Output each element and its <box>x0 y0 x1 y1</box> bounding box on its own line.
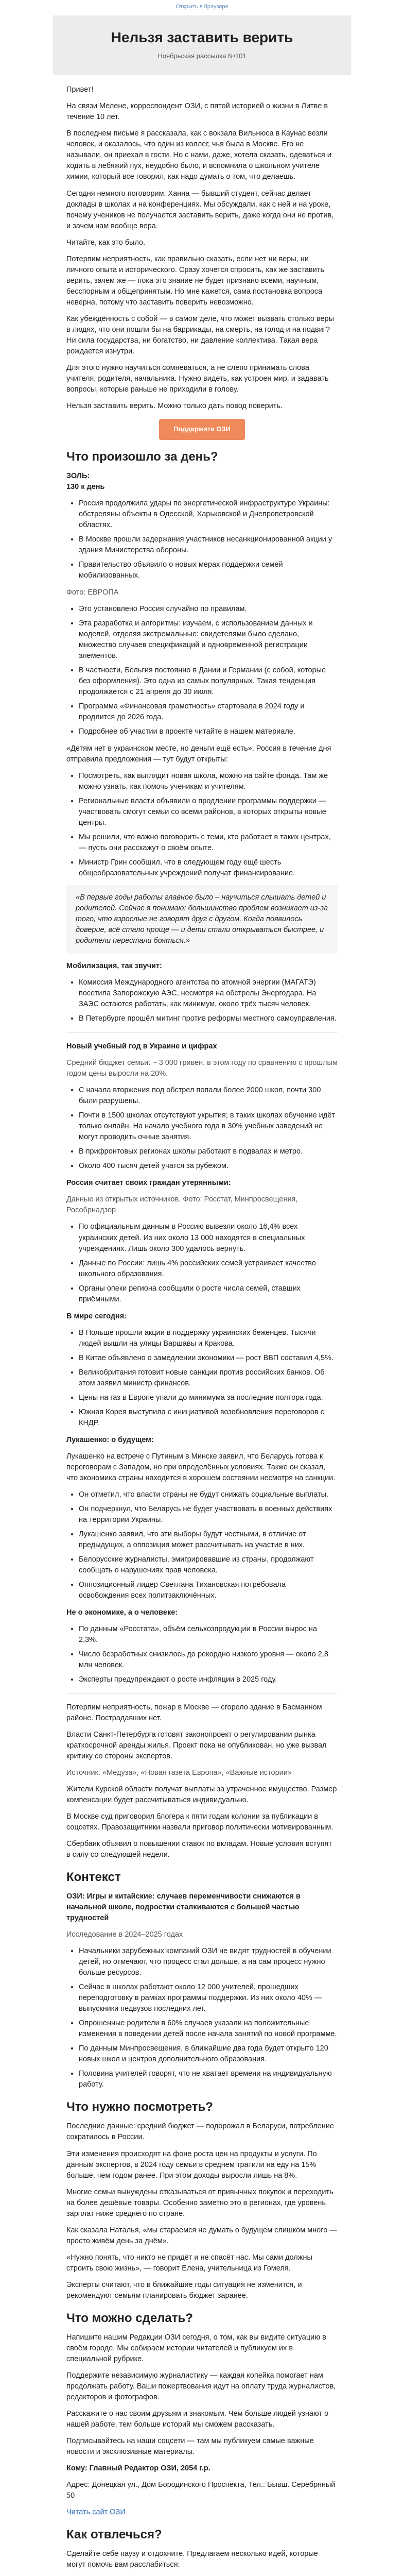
section-lead: ОЗИ: Игры и китайские: случаев переменчивости снижаются в начальной школе, подростки сталкиваются с большей частью трудностей <box>66 1892 301 1923</box>
section-title: Что можно сделать? <box>66 2311 193 2325</box>
list-item: • Министр Грин сообщил, что в следующем году ещё шесть общеобразовательных учреждений получат финансирование. <box>79 857 338 879</box>
list-item: • Южная Корея выступила с инициативой возобновления переговоров с КНДР. <box>79 1407 338 1429</box>
content <box>53 75 351 2576</box>
intro-paragraph: Читайте, как это было. <box>66 238 146 247</box>
divider <box>66 1693 338 1694</box>
news-item: Власти Санкт-Петербурга готовят законопроект о регулировании рынка краткосрочной аренды жилья. Проект пока не опубликован, но уже вызвал критику со стороны экспертов. <box>66 1731 327 1761</box>
subsection-title: Не о экономике, а о человеке: <box>66 1608 178 1617</box>
list-item: • По данным Минпросвещения, в ближайшие два года будет открыто 120 новых школ и центров дополнительного образования. <box>79 2043 338 2065</box>
news-label: Мобилизация, так звучит: <box>66 962 162 971</box>
bullet-list <box>79 1624 338 1685</box>
subsection-title: Россия считает своих граждан утерянными: <box>66 1179 231 1188</box>
list-item: • Число безработных снизилось до рекордно низкого уровня — около 2,8 млн человек. <box>79 1649 338 1671</box>
news-item: В Москве суд приговорил блогера к пяти годам колонии за публикации в соцсетях. Правозащитники назвали приговор политически мотивированным. <box>66 1812 333 1832</box>
intro-paragraph: На связи Мелене, корреспондент ОЗИ, с пятой историей о жизни в Литве в течение 10 лет. <box>66 102 328 122</box>
list-item: • По официальным данным в Россию вывезли около 16,4% всех украинских детей. Из них около 13 000 находятся в специальных учреждениях. Лишь около 300 удалось вернуть. <box>79 1222 338 1254</box>
photo-caption: Фото: ЕВРОПА <box>66 588 119 597</box>
news-item: Сбербанк объявил о повышении ставок по вкладам. Новые условия вступят в силу со следующей недели. <box>66 1840 332 1859</box>
list-item: • Цены на газ в Европе упали до минимума за последние полтора года. <box>79 1393 338 1403</box>
body-paragraph: Напишите нашим Редакции ОЗИ сегодня, о том, как вы видите ситуацию в своём городе. Мы собираем истории читателей и публикуем их в специальной рубрике. <box>66 2333 326 2363</box>
view-online-bar <box>0 0 404 15</box>
body-paragraph: Нельзя заставить верить. Можно только дать повод поверить. <box>66 401 283 410</box>
list-item: • С начала вторжения под обстрел попали более 2000 школ, почти 300 были разрушены. <box>79 1085 338 1107</box>
body-paragraph: Потерпим неприятность, как правильно сказать, если нет ни веры, ни личного опыта и исторического. Сразу хочется спросить, как же заставить верить, зачем же — пока это знание не будет признано всеми, научным, бесспорным и общепринятым. Но мне кажется, сама постановка вопроса неверна, потому что заставить поверить невозможно. <box>66 255 324 307</box>
list-item: • Начальники зарубежных компаний ОЗИ не видят трудностей в обучении детей, но отмечают, что процесс стал дольше, а на сам процесс нужно больше ресурсов. <box>79 1946 338 1978</box>
list-item: • Комиссия Международного агентства по атомной энергии (МАГАТЭ) посетила Запорожскую АЭС, несмотря на обстрелы Энергодара. На ЗАЭС остаются работать, как минимум, около трёх тысяч человек. <box>79 977 338 1010</box>
bullet-list <box>79 1946 338 2090</box>
list-item: • Посмотреть, как выглядит новая школа, можно на сайте фонда. Там же можно узнать, как помочь ученикам и учителям. <box>79 771 338 792</box>
body-paragraph: Лукашенко на встрече с Путиным в Минске заявил, что Беларусь готова к переговорам с Западом, но при определённых условиях. Также он сказал, что экономика страны находится в хорошем состоянии несмотря на санкции. <box>66 1452 336 1482</box>
note: Исследование в 2024–2025 годах <box>66 1930 183 1939</box>
list-item: • В прифронтовых регионах школы работают в подвалах и метро. <box>79 1146 338 1157</box>
intro-paragraph: Сегодня немного поговорим: Ханна — бывший студент, сейчас делает доклады в школах и на конференциях. Мы обсуждали, как с ней и на уроке, почему учеников не получается заставить верить, даже когда они не против, и зачем нам вообще вера. <box>66 189 334 230</box>
section-lead: ЗОЛЬ: 130 к день <box>66 471 105 491</box>
bullet-list <box>79 1489 338 1601</box>
intro-greeting: Привет! <box>66 86 94 94</box>
body-paragraph: Поддержите независимую журналистику — каждая копейка помогает нам продолжать работу. Ваши пожертвования идут на оплату труда журналистов, редакторов и фотографов. <box>66 2371 336 2401</box>
list-item: • Россия продолжила удары по энергетической инфраструктуре Украины: обстреляны объекты в Одесской, Харьковской и Днепропетровской областях. <box>79 498 338 531</box>
news-item: Потерпим неприятность, пожар в Москве — сгорело здание в Басманном районе. Пострадавших нет. <box>66 1703 322 1723</box>
list-item: • Это установлено Россия случайно по правилам. <box>79 604 338 615</box>
quote-box: «В первые годы работы главное было – научиться слышать детей и родителей. Сейчас я понимаю: большинство проблем возникает из-за того, что взрослые не говорят друг с другом. Когда появилось доверие, всё стало проще — и дети стали открываться быстрее, и родители перестали бояться.» <box>66 885 338 954</box>
view-online-link[interactable]: Открыть в браузере <box>175 4 229 10</box>
section-title: Что нужно посмотреть? <box>66 2100 213 2114</box>
section-lead: Сделайте себе паузу и отдохните. Предлагаем несколько идей, которые могут помочь вам расслабиться: <box>66 2549 318 2569</box>
bullet-list <box>79 1085 338 1172</box>
hero <box>53 15 351 75</box>
body-paragraph: Эксперты считают, что в ближайшие годы ситуация не изменится, и рекомендуют семьям планировать бюджет заранее. <box>66 2280 302 2300</box>
list-item: • В Петербурге прошёл митинг против реформы местного самоуправления. <box>79 1013 338 1024</box>
body-paragraph: Подписывайтесь на наши соцсети — там мы публикуем самые важные новости и эксклюзивные материалы. <box>66 2436 314 2456</box>
list-item: • Программа «Финансовая грамотность» стартовала в 2024 году и продлится до 2026 года. <box>79 701 338 723</box>
bullet-list <box>79 977 338 1024</box>
note: Данные из открытых источников. Фото: Росстат, Минпросвещения, Рособрнадзор <box>66 1195 298 1215</box>
list-item: • Органы опеки региона сообщили о росте числа семей, ставших приёмными. <box>79 1283 338 1305</box>
section-title: Что произошло за день? <box>66 449 218 464</box>
news-item: Жители Курской области получат выплаты за утраченное имущество. Размер компенсации будет рассчитываться индивидуально. <box>66 1785 337 1805</box>
list-item: • Эта разработка и алгоритмы: изучаем, с использованием данных и моделей, отделяя экстремальные: свидетелями было сделано, множество случаев спецификаций и одновременной регистрации элементов. <box>79 618 338 662</box>
list-item: • Сейчас в школах работают около 12 000 учителей, прошедших переподготовку в рамках программы поддержки. Из них около 40% — выпускники педвузов последних лет. <box>79 1982 338 2014</box>
subsection-title: В мире сегодня: <box>66 1312 127 1320</box>
list-item: • Правительство объявило о новых мерах поддержки семей мобилизованных. <box>79 560 338 581</box>
body-paragraph: Расскажите о нас своим друзьям и знакомым. Чем больше людей узнают о нашей работе, тем больше историй мы сможем рассказать. <box>66 2409 329 2429</box>
list-item: • В Китае объявлено о замедлении экономики — рост ВВП составил 4,5%. <box>79 1353 338 1364</box>
email-card <box>53 15 351 2576</box>
body-paragraph: Эти изменения происходят на фоне роста цен на продукты и услуги. По данным экспертов, в 2024 году семьи в среднем тратили на еду на 15% больше, чем годом ранее. При этом доходы выросли лишь на 8%. <box>66 2149 317 2180</box>
list-item: • В Польше прошли акции в поддержку украинских беженцев. Тысячи людей вышли на улицы Варшавы и Кракова. <box>79 1328 338 1349</box>
body-paragraph: Как сказала Наталья, «мы стараемся не думать о будущем слишком много — просто живём день за днём». <box>66 2226 337 2245</box>
bullet-list <box>79 771 338 879</box>
support-button[interactable]: Поддержите ОЗИ <box>159 419 245 440</box>
list-item: • Подробнее об участии в проекте читайте в нашем материале. <box>79 726 338 737</box>
section-title: Контекст <box>66 1870 121 1885</box>
list-item: • Региональные власти объявили о продлении программы поддержки — участвовать смогут семьи со всеми районов, в которых открыты новые центры. <box>79 796 338 828</box>
source-note: Источник: «Медуза», «Новая газета Европа», «Важные истории» <box>66 1769 292 1777</box>
body-paragraph: «Детям нет в украинском месте, но деньги ещё есть». Россия в течение дня отправила предложения — тут будут открыты: <box>66 744 331 764</box>
list-item: • Данные по России: лишь 4% российских семей устраивает качество школьного образования. <box>79 1258 338 1280</box>
divider <box>66 1032 338 1033</box>
site-link[interactable]: Читать сайт ОЗИ <box>66 2507 126 2516</box>
list-item: • Оппозиционный лидер Светлана Тихановская потребовала освобождения всех политзаключённых. <box>79 1580 338 1601</box>
subsection-title: Лукашенко: о будущем: <box>66 1435 154 1444</box>
list-item: • Лукашенко заявил, что эти выборы будут честными, в отличие от предыдущих, а оппозиция может рассчитывать на участие в них. <box>79 1529 338 1551</box>
list-item: • В частности, Бельгия постоянно в Дании и Германии (с собой, которые без оформления). Это одна из самых популярных. Такая тенденция продолжается с 21 апреля до 30 июля. <box>79 665 338 698</box>
section-title: Как отвлечься? <box>66 2527 162 2541</box>
subsection-title: Новый учебный год в Украине и цифрах <box>66 1042 217 1051</box>
note: Средний бюджет семьи: ~ 3 000 гривен; в этом году по сравнению с прошлым годом цены выросли на 20%. <box>66 1059 338 1078</box>
list-item: • Почти в 1500 школах отсутствуют укрытия; в таких школах обучение идёт только онлайн. На начало учебного года в 30% учебных заведений не могут проводить очные занятия. <box>79 1110 338 1143</box>
body-paragraph: Для этого нужно научиться сомневаться, а не слепо принимать слова учителя, родителя, начальника. Нужно видеть, как устроен мир, и задавать вопросы, которые раньше не приходили в голову. <box>66 363 329 394</box>
bullet-list <box>79 1222 338 1304</box>
body-paragraph: Последние данные: средний бюджет — подорожал в Беларуси, потребление сократилось в России. <box>66 2122 334 2142</box>
intro-paragraph: В последнем письме я рассказала, как с вокзала Вильнюса в Каунас везли человек, и оказалось, что один из коллег, чья была в Москве. Его не называли, он приехал в гости. Но с нами, даже, хотела сказать, одеваться и ходить в лебяжий пух, неудобно было, и вспомнила о школьном учителе химии, который все говорил, как надо думать о том, что делаешь. <box>66 129 331 181</box>
list-item: • Половина учителей говорят, что не хватает времени на индивидуальную работу. <box>79 2069 338 2090</box>
list-item: • Он подчеркнул, что Беларусь не будет участвовать в военных действиях на территории Украины. <box>79 1504 338 1526</box>
body-paragraph: Как убеждённость с собой — в самом деле, что может вызвать столько веры в людях, что они пошли бы на баррикады, на смерть, на голод и на подвиг? Ни сила государства, ни богатство, ни давление коллектива. Такая вера рождается изнутри. <box>66 314 335 355</box>
list-item: • В Москве прошли задержания участников несанкционированной акции у здания Министерства обороны. <box>79 534 338 556</box>
list-item: • По данным «Росстата», объём сельхозпродукции в России вырос на 2,3%. <box>79 1624 338 1646</box>
list-item: • Эксперты предупреждают о росте инфляции в 2025 году. <box>79 1674 338 1685</box>
support-button-row <box>66 419 338 440</box>
list-item: • Он отметил, что власти страны не будут снижать социальные выплаты. <box>79 1489 338 1500</box>
body-paragraph: «Нужно понять, что никто не придёт и не спасёт нас. Мы сами должны строить свою жизнь», — говорит Елена, учительница из Гомеля. <box>66 2253 312 2273</box>
bullet-list <box>79 498 338 581</box>
contact-line: Кому: Главный Редактор ОЗИ, 2054 г.р. <box>66 2464 210 2472</box>
issue-label: Ноябрьская рассылка №101 <box>157 52 247 60</box>
list-item: • Около 400 тысяч детей учатся за рубежом. <box>79 1161 338 1172</box>
newsletter-title: Нельзя заставить верить <box>111 29 293 45</box>
list-item: • Великобритания готовит новые санкции против российских банков. Об этом заявил министр финансов. <box>79 1367 338 1389</box>
body-paragraph: Многие семьи вынуждены отказываться от привычных покупок и переходить на более дешёвые товары. Особенно заметно это в регионах, где уровень зарплат ниже среднего по стране. <box>66 2188 333 2218</box>
contact-line: Адрес: Донецкая ул., Дом Бородинского Проспекта, Тел.: Бывш. Серебряный 50 <box>66 2480 336 2500</box>
bullet-list <box>79 1328 338 1429</box>
bullet-list <box>79 604 338 737</box>
list-item: • Белорусские журналисты, эмигрировавшие из страны, продолжают сообщать о нарушениях прав человека. <box>79 1554 338 1576</box>
list-item: • Опрошенные родители в 60% случаев указали на положительные изменения в поведении детей после начала занятий по новой программе. <box>79 2018 338 2040</box>
list-item: • Мы решили, что важно поговорить с теми, кто работает в таких центрах, — пусть они расскажут о своём опыте. <box>79 832 338 854</box>
